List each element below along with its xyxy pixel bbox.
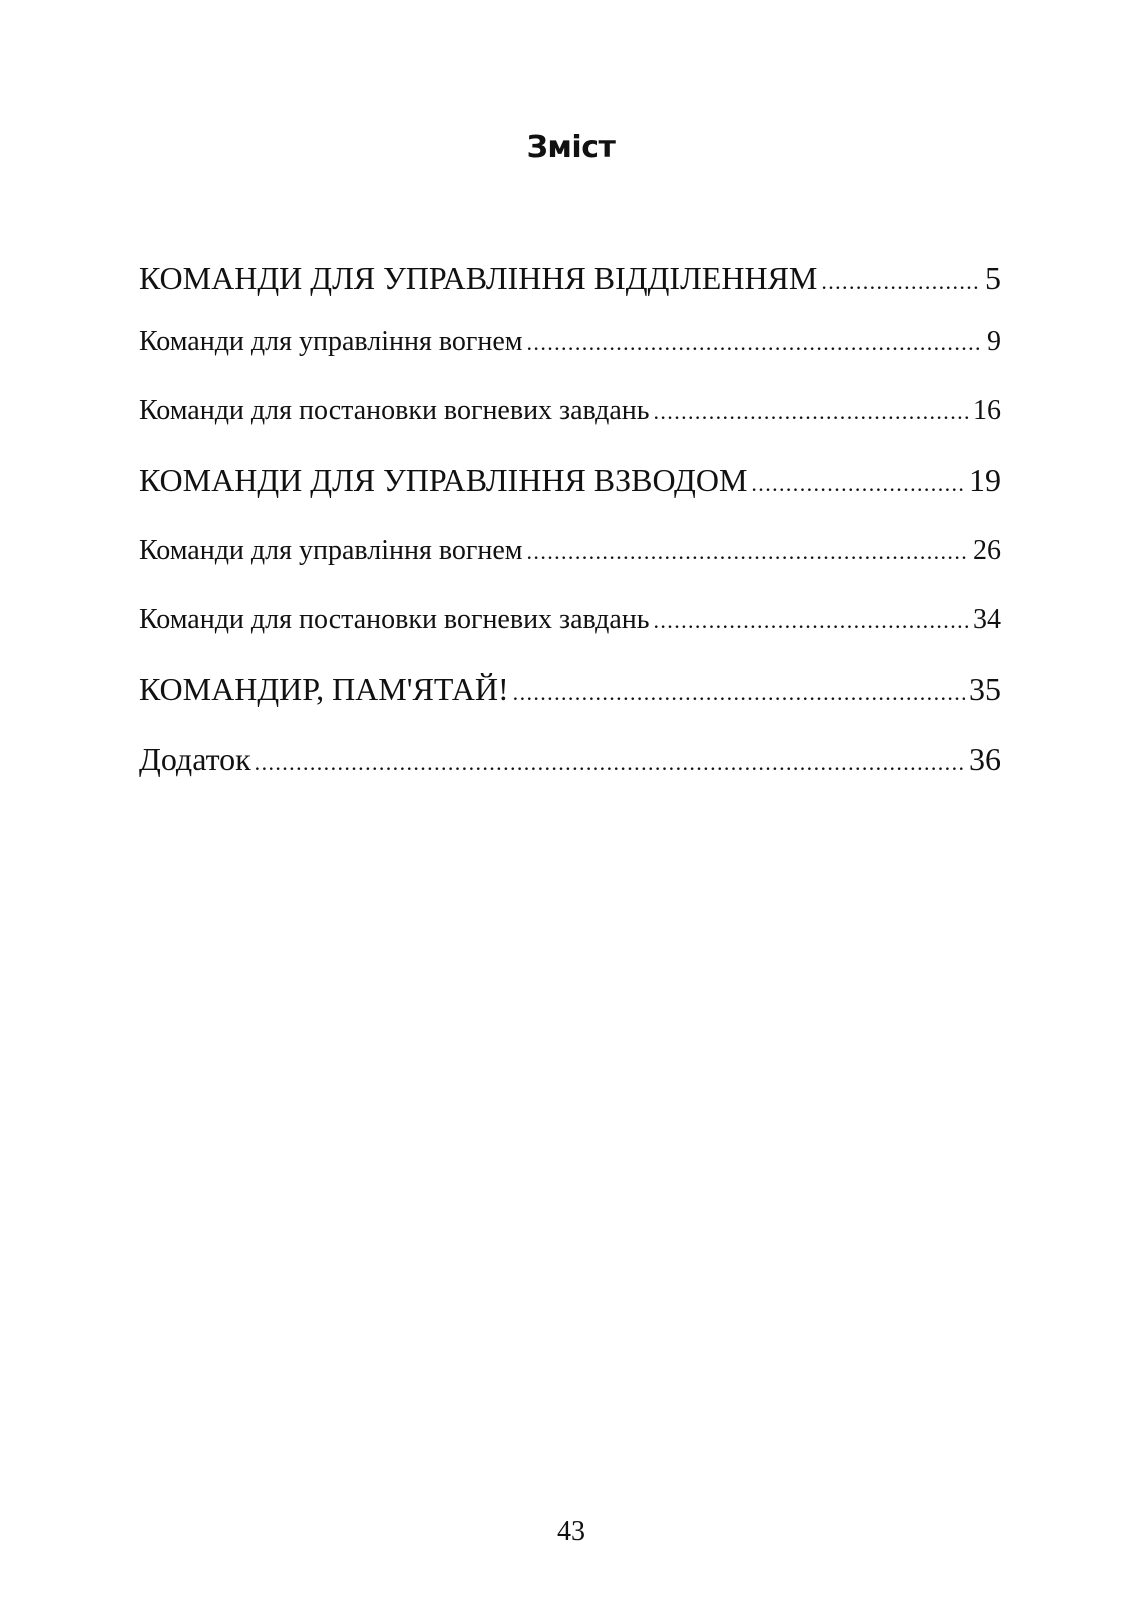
toc-entry-page: 26 bbox=[973, 535, 1001, 566]
toc-entry-page: 9 bbox=[987, 326, 1001, 357]
toc-entry-label: КОМАНДИР, ПАМ'ЯТАЙ! bbox=[139, 671, 509, 707]
toc-dot-leader bbox=[527, 532, 969, 572]
page-number: 43 bbox=[557, 1516, 585, 1547]
toc-entry-page: 5 bbox=[985, 260, 1001, 296]
toc-entry[interactable] bbox=[139, 600, 1001, 640]
toc-entry-page: 16 bbox=[973, 395, 1001, 426]
toc-entry-page: 19 bbox=[969, 462, 1001, 498]
toc-entry[interactable] bbox=[139, 391, 1001, 431]
toc-entry-label: Команди для постановки вогневих завдань bbox=[139, 395, 650, 426]
toc-dot-leader bbox=[654, 392, 970, 432]
toc-entry-label: КОМАНДИ ДЛЯ УПРАВЛІННЯ ВІДДІЛЕННЯМ bbox=[139, 260, 818, 296]
toc-entry-label: Додаток bbox=[139, 741, 251, 777]
toc-entry[interactable] bbox=[139, 531, 1001, 571]
toc-entry-page: 36 bbox=[969, 741, 1001, 777]
toc-dot-leader bbox=[654, 601, 970, 641]
toc-dot-leader bbox=[751, 464, 965, 504]
toc-entry-page: 35 bbox=[969, 671, 1001, 707]
page-title: Зміст bbox=[526, 130, 616, 165]
toc-entry[interactable] bbox=[139, 669, 1001, 709]
toc-entry-label: Команди для управління вогнем bbox=[139, 535, 523, 566]
toc-dot-leader bbox=[255, 743, 965, 783]
toc-dot-leader bbox=[821, 262, 981, 302]
toc-entry[interactable] bbox=[139, 322, 1001, 362]
toc-dot-leader bbox=[513, 673, 965, 713]
toc-entry-label: Команди для управління вогнем bbox=[139, 326, 523, 357]
toc-entry-label: Команди для постановки вогневих завдань bbox=[139, 604, 650, 635]
toc-entry-page: 34 bbox=[973, 604, 1001, 635]
toc-dot-leader bbox=[527, 323, 983, 363]
toc-entry[interactable] bbox=[139, 258, 1001, 298]
toc-entry[interactable] bbox=[139, 739, 1001, 779]
toc-entry-label: КОМАНДИ ДЛЯ УПРАВЛІННЯ ВЗВОДОМ bbox=[139, 462, 748, 498]
toc-entry[interactable] bbox=[139, 460, 1001, 500]
